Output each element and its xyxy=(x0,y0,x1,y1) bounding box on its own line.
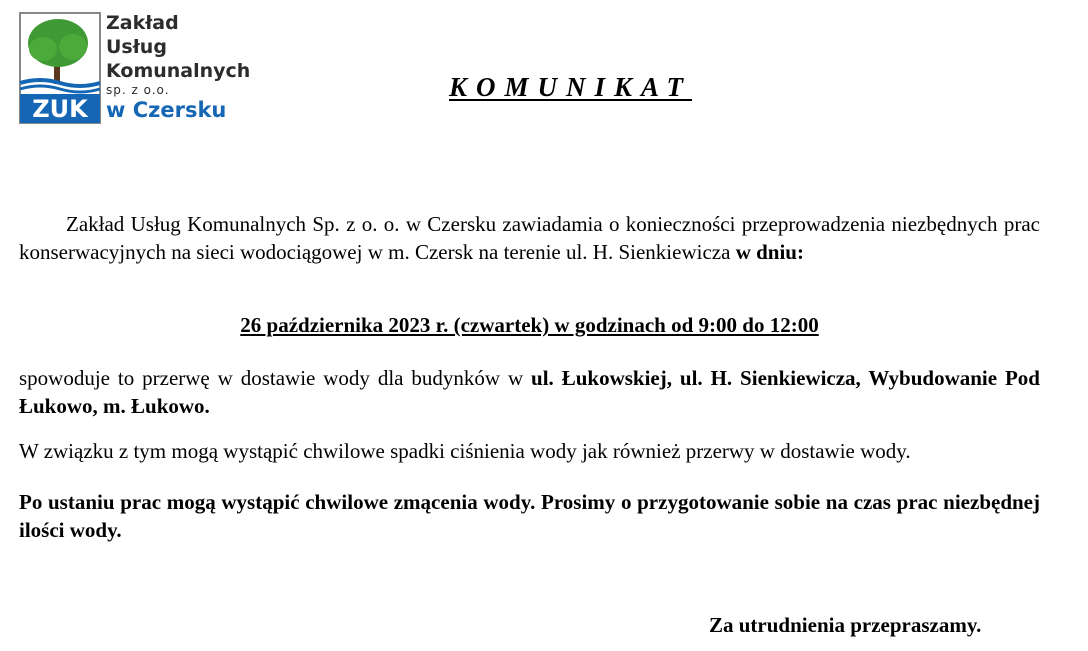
affected-text: spowoduje to przerwę w dostawie wody dla budynków w xyxy=(19,366,532,390)
pressure-paragraph: W związku z tym mogą wystąpić chwilowe spadki ciśnienia wody jak również przerwy w dostawie wody. xyxy=(19,439,911,463)
logo-abbrev: ZUK xyxy=(32,95,88,123)
logo-line-1: Zakład xyxy=(106,12,179,34)
logo-text xyxy=(106,11,250,122)
logo-line-4: sp. z o.o. xyxy=(106,83,170,97)
logo-line-3: Komunalnych xyxy=(106,60,251,82)
logo-line-5: w Czersku xyxy=(106,98,227,122)
date-line: 26 października 2023 r. (czwartek) w godzinach od 9:00 do 12:00 xyxy=(240,313,819,337)
company-logo xyxy=(18,11,268,129)
tree-water-logo-icon xyxy=(18,11,102,126)
intro-bold: w dniu: xyxy=(735,240,804,264)
affected-paragraph xyxy=(19,364,1040,420)
turbidity-paragraph: Po ustaniu prac mogą wystąpić chwilowe zmącenia wody. Prosimy o przygotowanie sobie na czas prac niezbędnej ilości wody. xyxy=(19,490,1040,542)
intro-text: Zakład Usług Komunalnych Sp. z o. o. w Czersku zawiadamia o konieczności przeprowadzenia niezbędnych prac konserwacyjnych na sieci wodociągowej w m. Czersk na terenie ul. H. Sienkiewicza xyxy=(19,212,1040,264)
affected-streets: ul. Łukowskiej, ul. H. Sienkiewicza, Wybudowanie Pod Łukowo, m. Łukowo. xyxy=(19,366,1040,418)
closing-line: Za utrudnienia przepraszamy. xyxy=(709,613,982,637)
intro-paragraph xyxy=(19,210,1040,266)
page-title: KOMUNIKAT xyxy=(449,72,693,102)
logo-line-2: Usług xyxy=(106,36,167,58)
